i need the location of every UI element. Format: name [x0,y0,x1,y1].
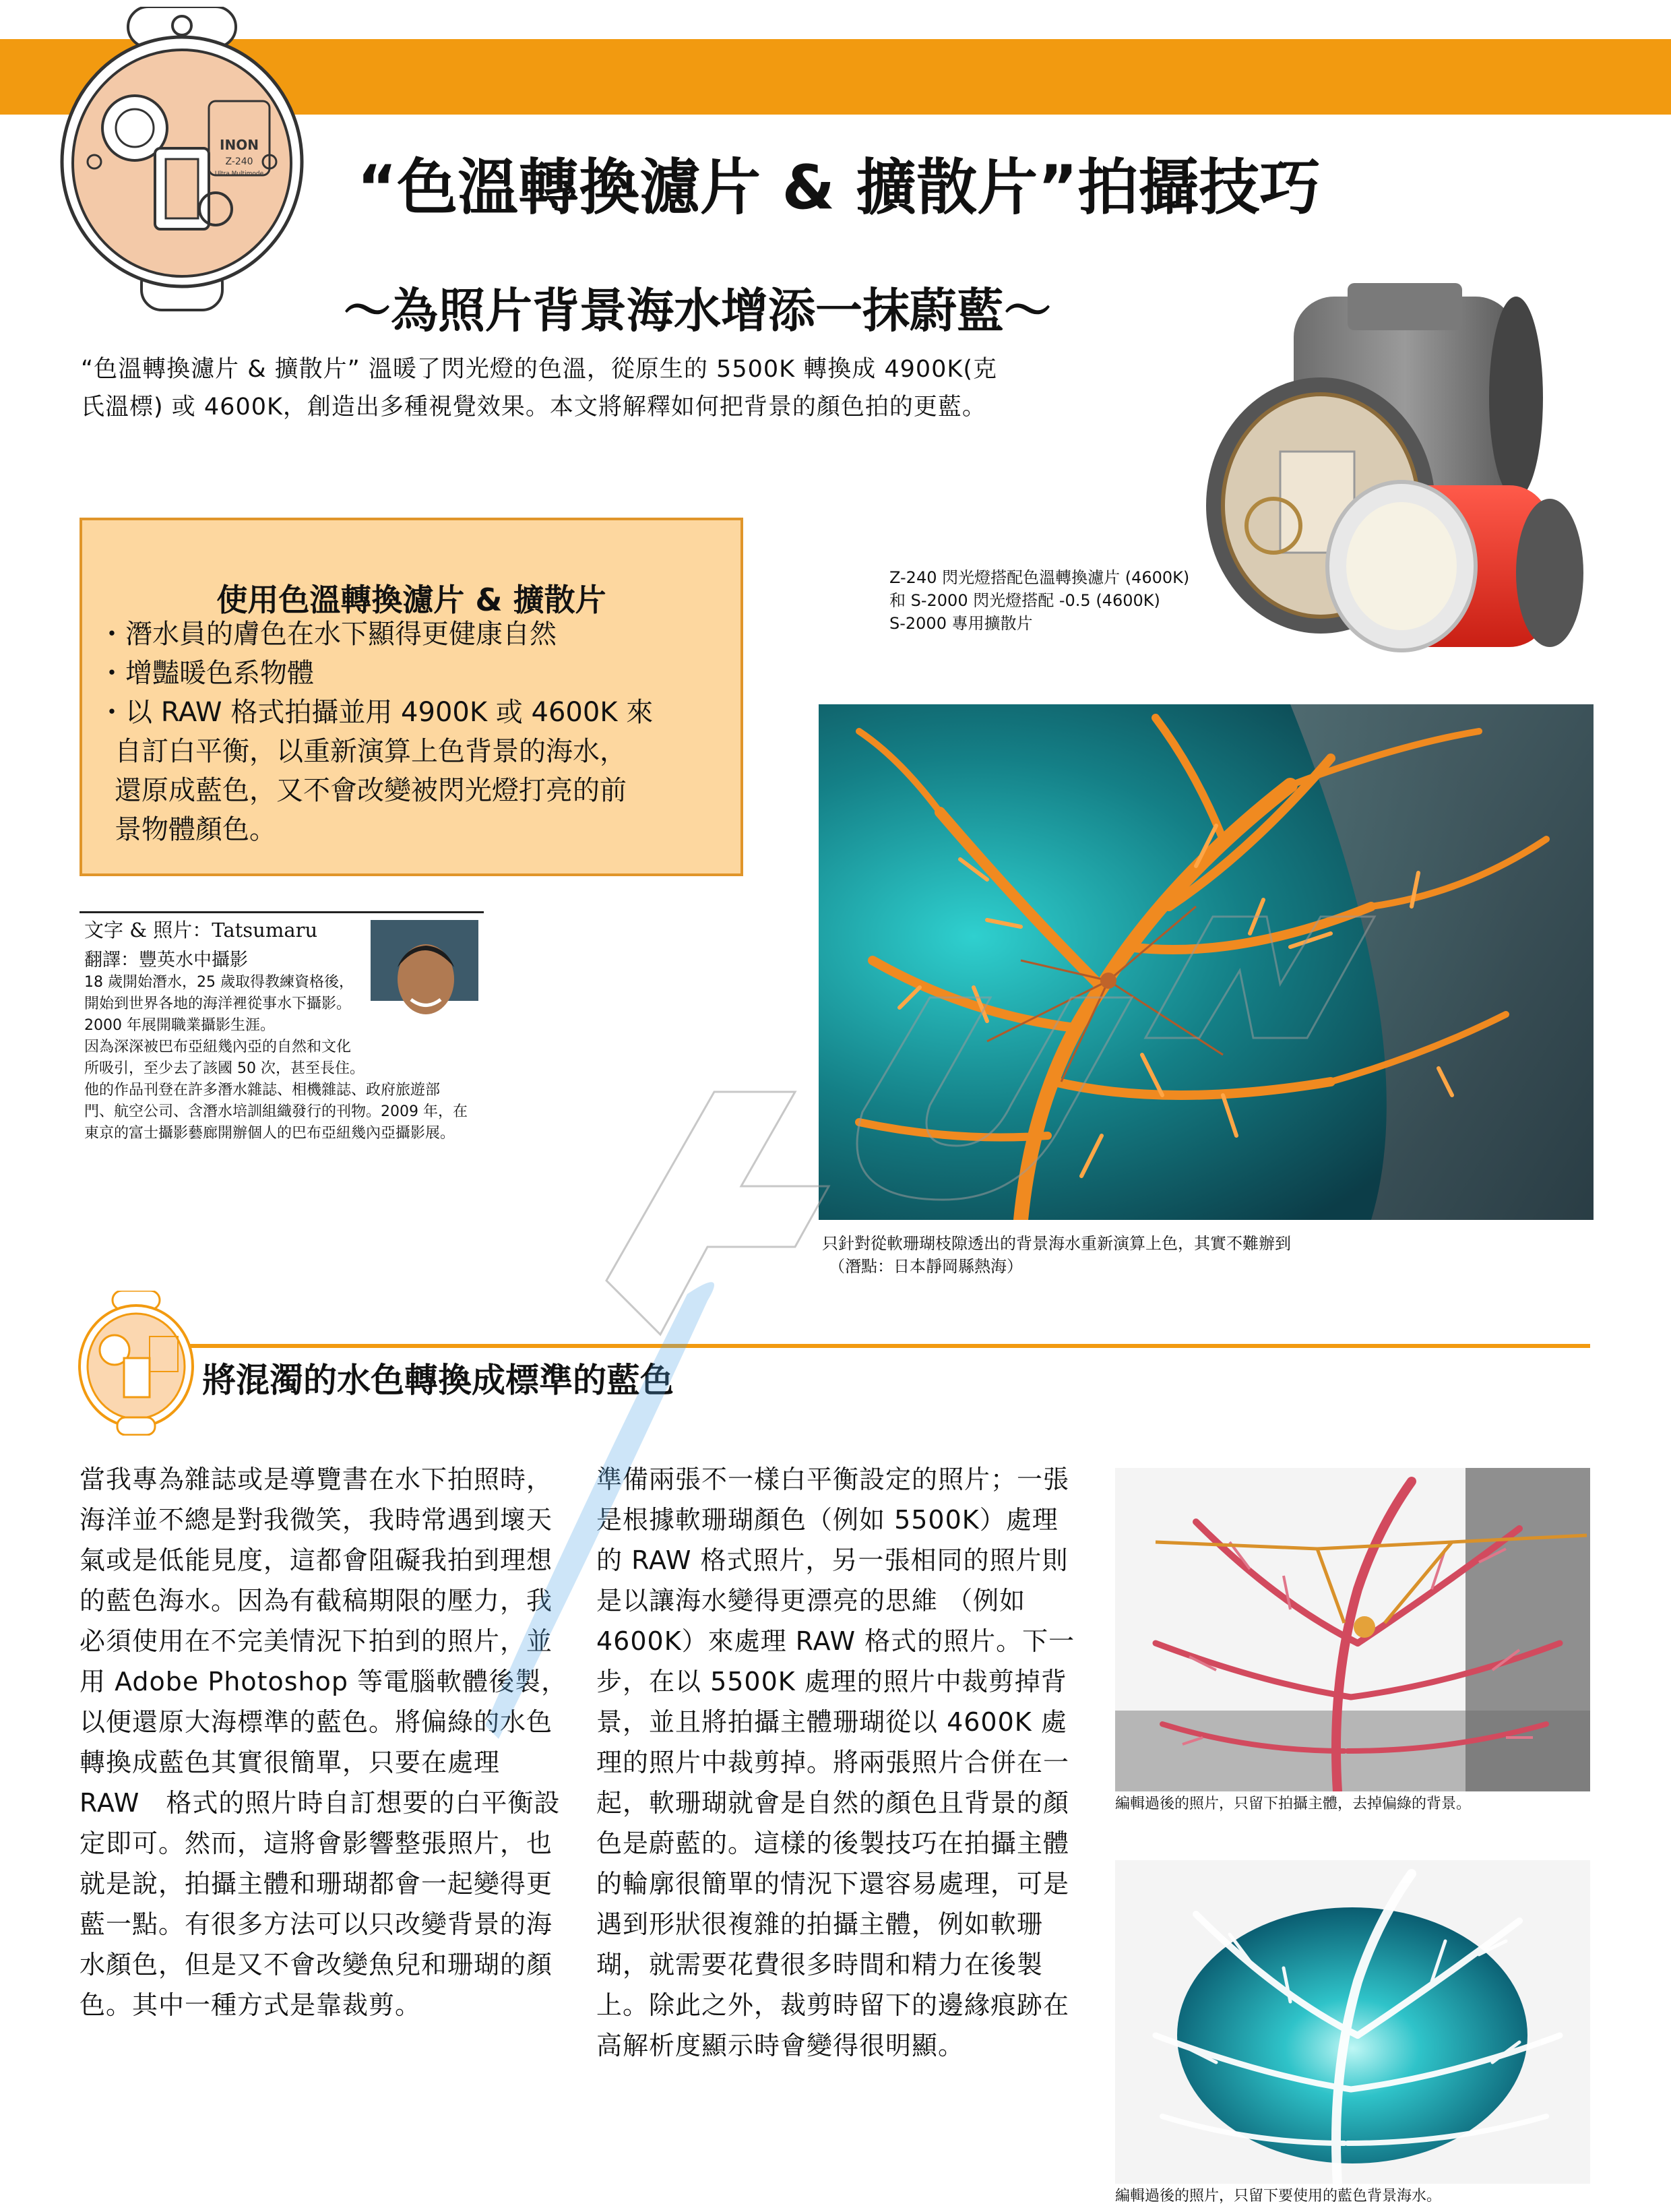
body-line: 的藍色海水。因為有截稿期限的壓力，我 [80,1586,553,1616]
highlight-bullet-cont: 自訂白平衡，以重新演算上色背景的海水， [115,736,627,767]
body-line: 就是說，拍攝主體和珊瑚都會一起變得更 [80,1869,553,1899]
main-photo-caption-line: 只針對從軟珊瑚枝隙透出的背景海水重新演算上色，其實不難辦到 [822,1234,1291,1253]
logo-sub-text: Ultra Multimode [214,171,264,177]
edited-photo-background [1115,1860,1590,2184]
strobe-product-photo [1199,283,1617,674]
credits-translator: 翻譯：豐英水中攝影 [84,950,248,971]
section-heading: 將混濁的水色轉換成標準的藍色 [202,1361,674,1400]
product-caption-line: S-2000 專用擴散片 [889,614,1033,633]
product-caption-line: 和 S-2000 閃光燈搭配 -0.5 (4600K) [889,591,1160,610]
body-line: 水顏色，但是又不會改變魚兒和珊瑚的顏 [80,1950,553,1979]
body-line: 是以讓海水變得更漂亮的思維 （例如 [596,1586,1026,1616]
bio-line: 東京的富士攝影藝廊開辦個人的巴布亞紐幾內亞攝影展。 [84,1125,455,1142]
body-column-1 [80,1459,578,2025]
product-caption-line: Z-240 閃光燈搭配色溫轉換濾片 (4600K) [889,568,1190,587]
page-title: “色溫轉換濾片 & 擴散片”拍攝技巧 [357,152,1321,223]
logo-model-text: Z-240 [225,156,253,167]
highlight-bullet-cont: 還原成藍色，又不會改變被閃光燈打亮的前 [115,775,627,806]
logo-brand-text: INON [220,137,259,153]
body-line: 氣或是低能見度，這都會阻礙我拍到理想 [80,1545,553,1575]
body-line: 用 Adobe Photoshop 等電腦軟體後製， [80,1667,568,1696]
bio-line: 他的作品刊登在許多潛水雜誌、相機雜誌、政府旅遊部 [84,1082,441,1099]
section-strobe-icon [75,1291,197,1436]
intro-paragraph [81,350,1132,426]
bio-line: 開始到世界各地的海洋裡從事水下攝影。 [84,995,352,1012]
body-line: 以便還原大海標準的藍色。將偏綠的水色 [80,1707,553,1737]
credits-rule [80,911,484,913]
body-line: 藍一點。有很多方法可以只改變背景的海 [80,1909,553,1939]
highlight-bullet: ・潛水員的膚色在水下顯得更健康自然 [98,619,557,650]
body-line: 4600K）來處理 RAW 格式的照片。下一 [596,1626,1075,1656]
bio-line: 因為深深被巴布亞紐幾內亞的自然和文化 [84,1039,352,1055]
body-line: RAW 格式的照片時自訂想要的白平衡設 [80,1788,561,1818]
body-line: 是根據軟珊瑚顏色（例如 5500K）處理 [596,1505,1059,1535]
author-portrait [371,920,478,1051]
body-line: 高解析度顯示時會變得很明顯。 [596,2031,965,2060]
body-line: 起，軟珊瑚就會是自然的顏色且背景的顏 [596,1788,1070,1818]
body-line: 上。除此之外，裁剪時留下的邊緣痕跡在 [596,1990,1070,2020]
body-column-2 [596,1459,1095,2066]
body-line: 瑚，就需要花費很多時間和精力在後製 [596,1950,1044,1979]
body-line: 理的照片中裁剪掉。將兩張照片合併在一 [596,1748,1070,1777]
bio-line: 門、航空公司、含潛水培訓組織發行的刊物。2009 年，在 [84,1103,468,1120]
body-line: 步，在以 5500K 處理的照片中裁剪掉背 [596,1667,1067,1696]
credits-author: 文字 & 照片：Tatsumaru [84,919,318,942]
body-line: 的輪廓很簡單的情況下還容易處理，可是 [596,1869,1070,1899]
highlight-box [80,518,743,876]
main-photo-caption [822,1232,1291,1278]
main-photo-caption-line: （潛點：日本靜岡縣熱海） [829,1257,1023,1276]
strobe-logo-icon [54,7,310,324]
intro-line: 氏溫標) 或 4600K，創造出多種視覺效果。本文將解釋如何把背景的顏色拍的更藍。 [81,394,986,421]
bio-line: 所吸引，至少去了該國 50 次，甚至長住。 [84,1060,365,1077]
body-line: 定即可。然而，這將會影響整張照片，也 [80,1829,553,1858]
body-line: 遇到形狀很複雜的拍攝主體，例如軟珊 [596,1909,1044,1939]
section-rule [189,1344,1590,1348]
product-caption [889,566,1189,635]
main-coral-photo [819,704,1594,1220]
body-line: 轉換成藍色其實很簡單，只要在處理 [80,1748,501,1777]
page-subtitle: ～為照片背景海水增添一抹蔚藍～ [344,283,1051,338]
side-caption-1: 編輯過後的照片，只留下拍攝主體，去掉偏綠的背景。 [1115,1795,1472,1812]
body-line: 景，並且將拍攝主體珊瑚從以 4600K 處 [596,1707,1067,1737]
body-line: 海洋並不總是對我微笑，我時常遇到壞天 [80,1505,553,1535]
body-line: 準備兩張不一樣白平衡設定的照片；一張 [596,1465,1070,1494]
side-caption-2: 編輯過後的照片，只留下要使用的藍色背景海水。 [1115,2188,1442,2205]
intro-line: “色溫轉換濾片 & 擴散片” 溫暖了閃光燈的色溫，從原生的 5500K 轉換成 4900K(克 [81,356,998,383]
body-line: 當我專為雜誌或是導覽書在水下拍照時， [80,1465,553,1494]
body-line: 必須使用在不完美情況下拍到的照片，並 [80,1626,553,1656]
edited-photo-subject [1115,1468,1590,1791]
highlight-bullet: ・以 RAW 格式拍攝並用 4900K 或 4600K 來 [98,697,654,728]
body-line: 的 RAW 格式照片，另一張相同的照片則 [596,1545,1069,1575]
bio-line: 18 歲開始潛水，25 歲取得教練資格後， [84,974,354,991]
highlight-bullet-cont: 景物體顏色。 [115,814,276,845]
highlight-bullets [98,615,653,849]
body-line: 色是蔚藍的。這樣的後製技巧在拍攝主體 [596,1829,1070,1858]
highlight-heading: 使用色溫轉換濾片 & 擴散片 [216,582,606,618]
body-line: 色。其中一種方式是靠裁剪。 [80,1990,422,2020]
highlight-bullet: ・增豔暖色系物體 [98,658,314,689]
bio-line: 2000 年展開職業攝影生涯。 [84,1017,275,1034]
